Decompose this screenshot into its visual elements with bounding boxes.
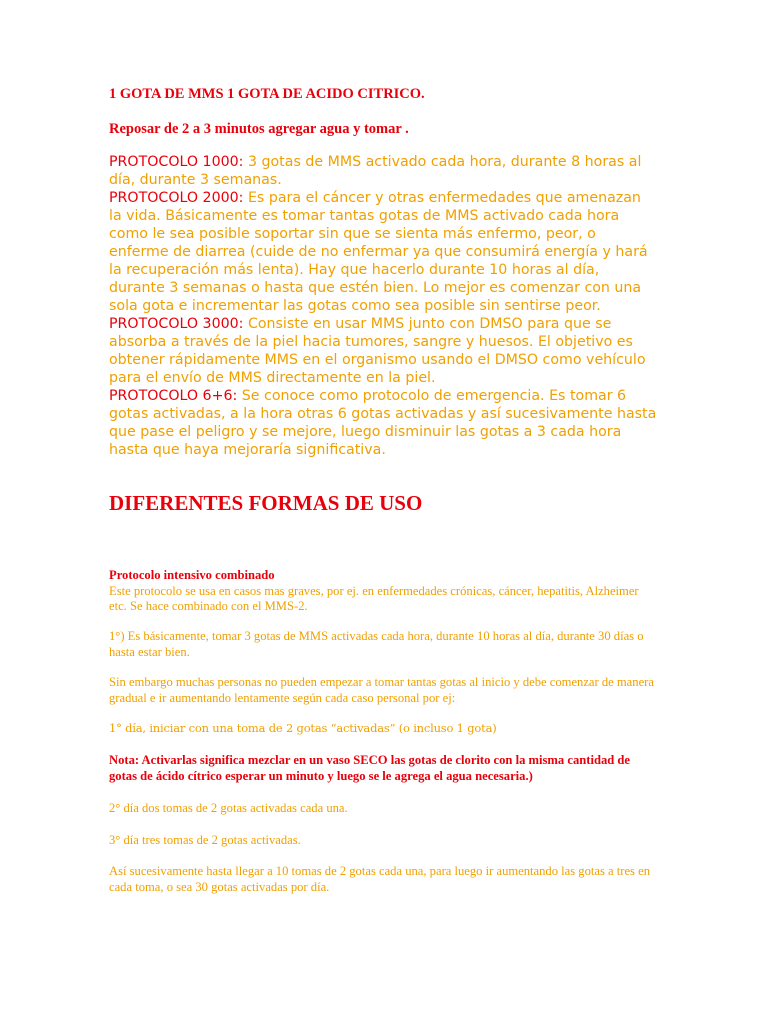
paragraph-continuation: Así sucesivamente hasta llegar a 10 tomas de 2 gotas cada una, para luego ir aumentando las gotas a tres en cada toma, o sea 30 gotas activadas por día. (109, 864, 650, 894)
protocol-text: Consiste en usar MMS junto con DMSO para que se absorba a través de la piel hacia tumores, sangre y huesos. El objetivo es obtener rápidamente MMS en el organismo usando el DMSO como vehículo para el envío de MMS directamente en la piel. (109, 316, 646, 386)
protocol-title: PROTOCOLO 6+6: (109, 388, 238, 404)
protocol-text: Se conoce como protocolo de emergencia. Es tomar 6 gotas activadas, a la hora otras 6 gotas activadas y así sucesivamente hasta que pase el peligro y se mejore, luego disminuir las gotas a 3 cada hora hasta que haya mejoraría significativa. (109, 388, 657, 458)
protocol-3000 (109, 315, 657, 387)
paragraph-day-3: 3° día tres tomas de 2 gotas activadas. (109, 833, 301, 847)
protocol-text: Es para el cáncer y otras enfermedades que amenazan la vida. Básicamente es tomar tantas gotas de MMS activado cada hora como le sea posible soportar sin que se sienta más enfermo, peor, o enferme de diarrea (cuide de no enfermar ya que consumirá energía y hará la recuperación más lenta). Hay que hacerlo durante 10 horas al día, durante 3 semanas o hasta que estén bien. Lo mejor es comenzar con una sola gota e incrementar las gotas como sea posible sin sentirse peor. (109, 190, 648, 314)
combined-protocol-title: Protocolo intensivo combinado (109, 568, 275, 582)
protocol-2000 (109, 189, 657, 315)
protocol-title: PROTOCOLO 1000: (109, 154, 244, 170)
activation-note: Nota: Activarlas significa mezclar en un vaso SECO las gotas de clorito con la misma cantidad de gotas de ácido cítrico esperar un minuto y luego se le agrega el agua necesaria.) (109, 753, 630, 783)
protocol-text: 3 gotas de MMS activado cada hora, durante 8 horas al día, durante 3 semanas. (109, 154, 642, 188)
protocol-title: PROTOCOLO 2000: (109, 190, 244, 206)
paragraph-day-2: 2° día dos tomas de 2 gotas activadas cada una. (109, 801, 348, 815)
protocol-1000 (109, 153, 657, 189)
protocol-6-6 (109, 387, 657, 459)
paragraph-first-step: 1°) Es básicamente, tomar 3 gotas de MMS activadas cada hora, durante 10 horas al día, durante 30 días o hasta estar bien. (109, 629, 644, 659)
combined-protocol (109, 568, 657, 615)
mms-drop-heading: 1 GOTA DE MMS 1 GOTA DE ACIDO CITRICO. (109, 86, 425, 102)
protocol-title: PROTOCOLO 3000: (109, 316, 244, 332)
paragraph-gradual: Sin embargo muchas personas no pueden empezar a tomar tantas gotas al inicio y debe comenzar de manera gradual e ir aumentando lentamente según cada caso personal por ej: (109, 675, 654, 705)
paragraph-day-1: 1° día, iniciar con una toma de 2 gotas “activadas” (o incluso 1 gota) (109, 721, 497, 735)
combined-protocol-text: Este protocolo se usa en casos mas graves, por ej. en enfermedades crónicas, cáncer, hepatitis, Alzheimer etc. Se hace combinado con el MMS-2. (109, 583, 639, 613)
protocols-block (109, 153, 657, 459)
section-title: DIFERENTES FORMAS DE USO (109, 491, 423, 515)
rest-instruction: Reposar de 2 a 3 minutos agregar agua y tomar . (109, 121, 409, 137)
